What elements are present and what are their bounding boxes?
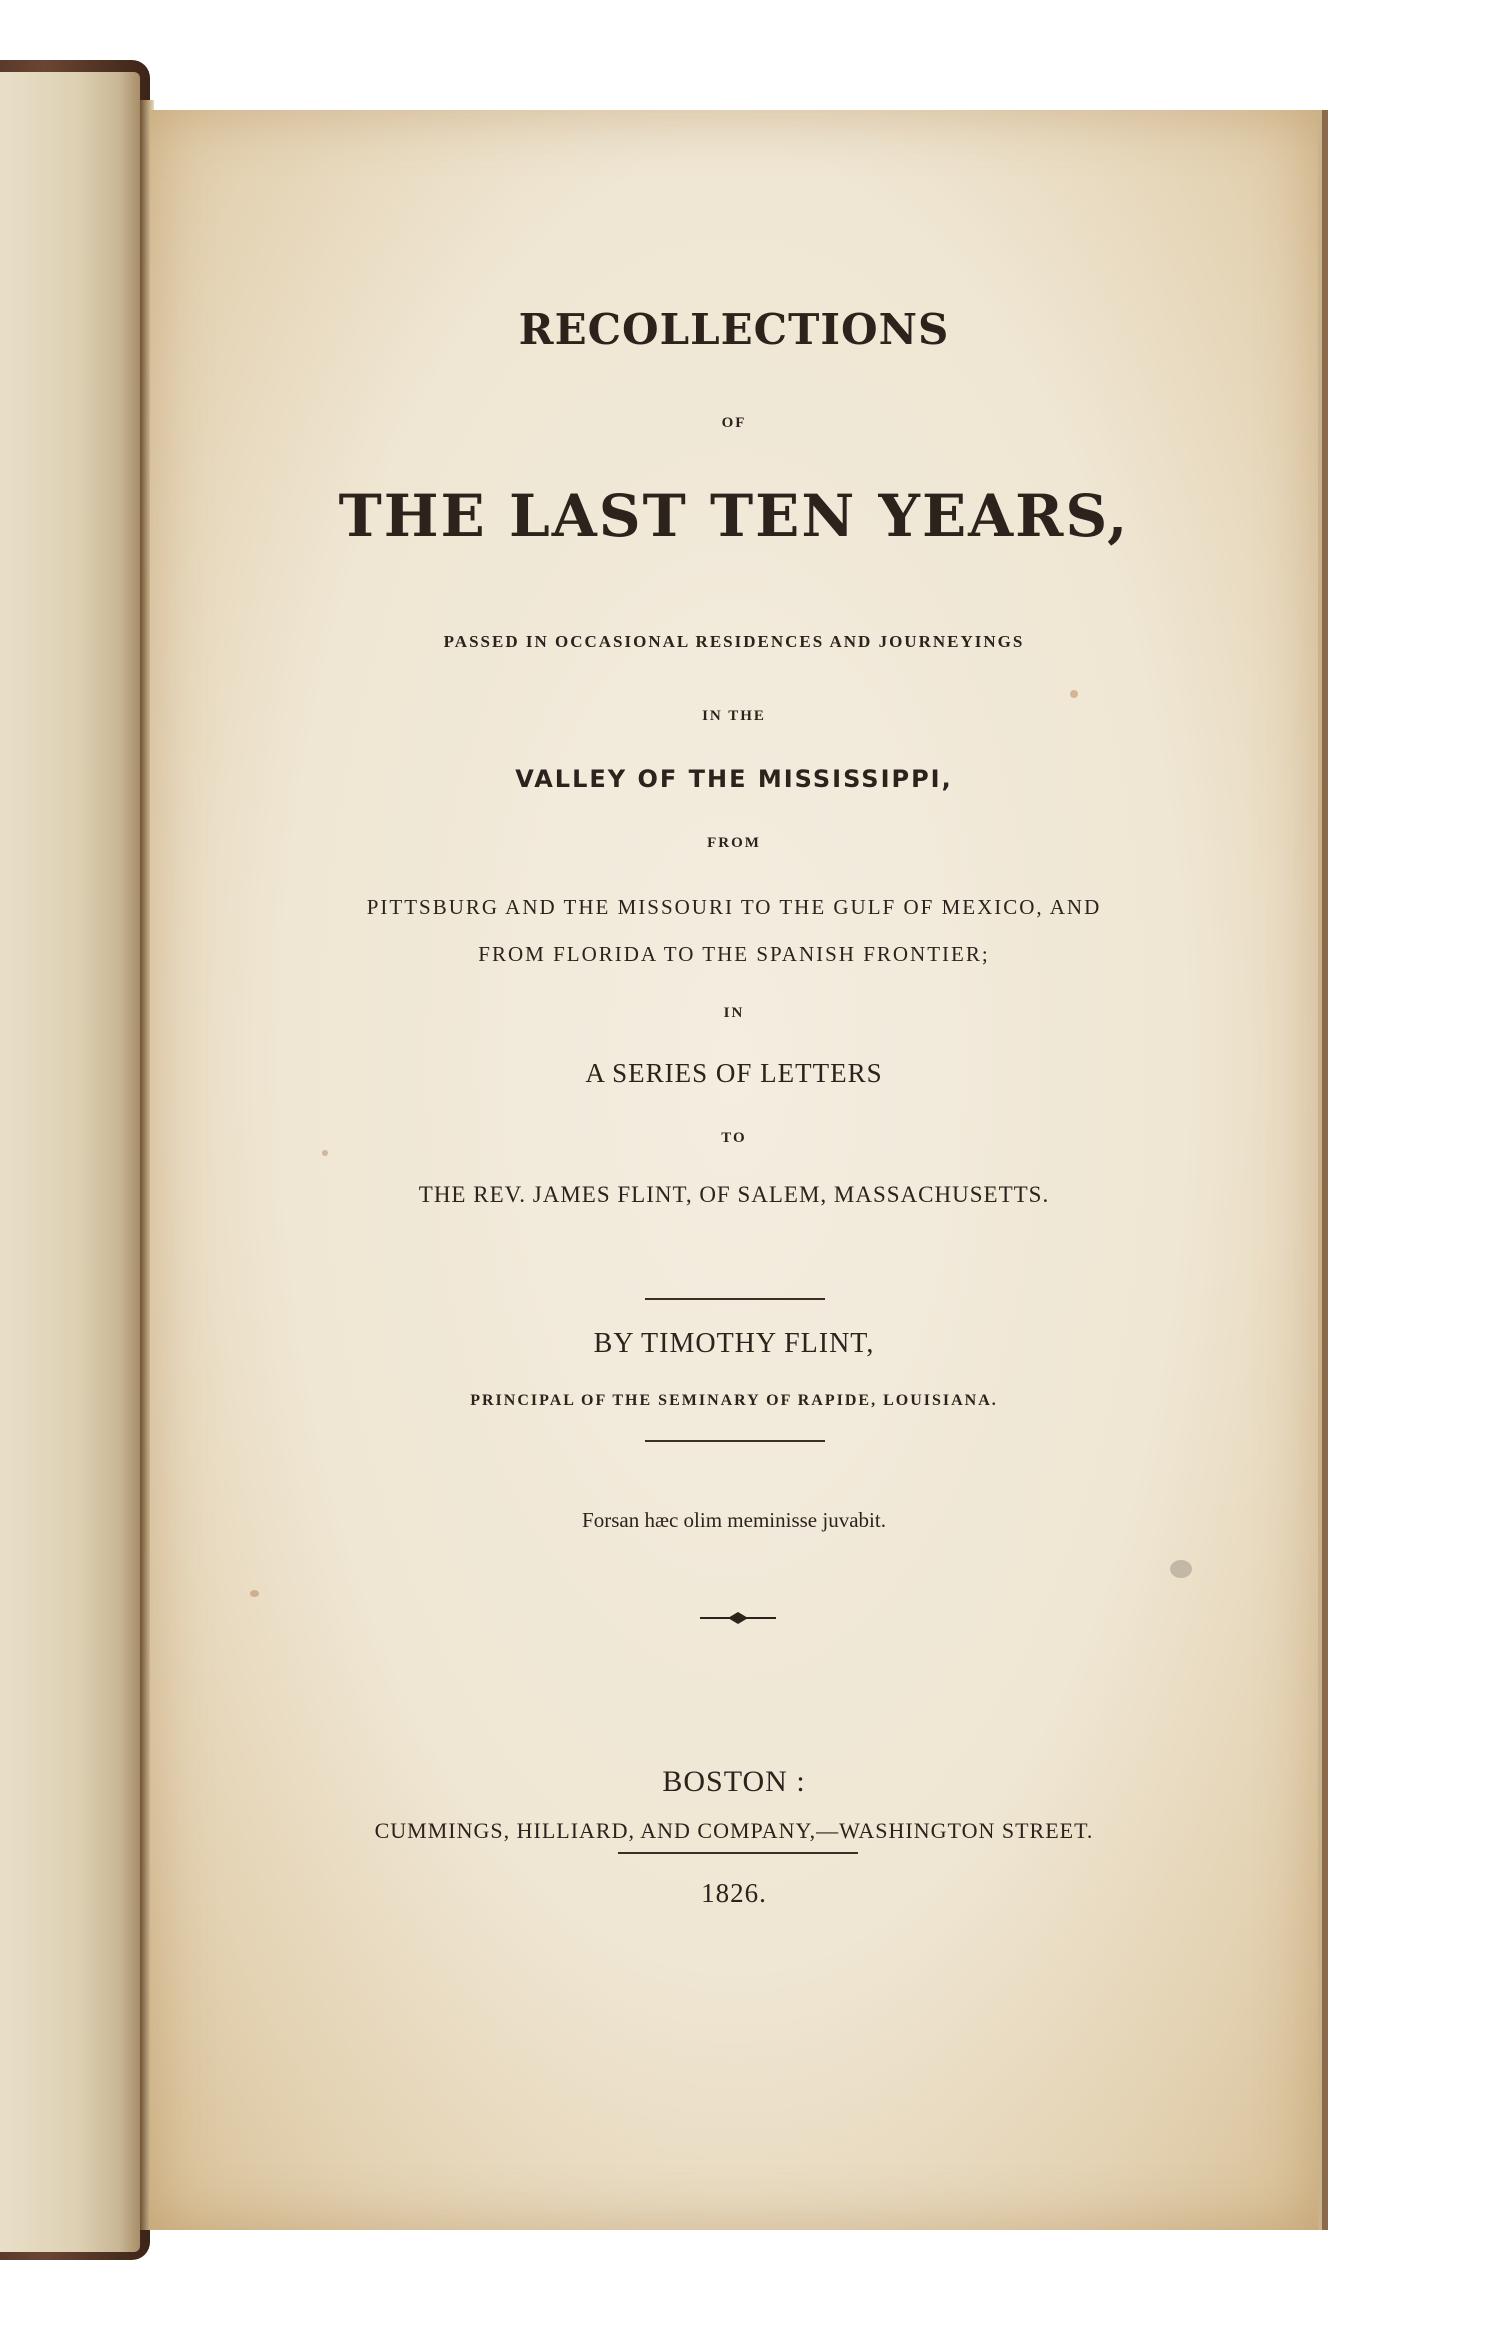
subtitle-in: IN [723, 1005, 745, 1021]
route-line-1: PITTSBURG AND THE MISSOURI TO THE GULF OF MEXICO, AND [366, 895, 1102, 919]
author-title: PRINCIPAL OF THE SEMINARY OF RAPIDE, LOUISIANA. [470, 1392, 998, 1409]
title-page [150, 110, 1318, 2230]
subtitle-in-the: IN THE [702, 708, 766, 724]
author-line: BY TIMOTHY FLINT, [593, 1328, 875, 1359]
page-edge [1318, 118, 1328, 2222]
latin-motto: Forsan hæc olim meminisse juvabit. [582, 1508, 886, 1532]
divider-rule [618, 1852, 858, 1854]
recipient-line: THE REV. JAMES FLINT, OF SALEM, MASSACHUSETTS. [418, 1182, 1050, 1207]
imprint-city: BOSTON : [662, 1765, 806, 1798]
imprint-publisher: CUMMINGS, HILLIARD, AND COMPANY,—WASHINGTON STREET. [374, 1818, 1094, 1843]
imprint-year: 1826. [701, 1878, 767, 1908]
divider-rule [645, 1440, 825, 1442]
subtitle-valley: VALLEY OF THE MISSISSIPPI, [515, 765, 953, 793]
subtitle-passed: PASSED IN OCCASIONAL RESIDENCES AND JOURNEYINGS [443, 632, 1025, 651]
subtitle-to: TO [721, 1130, 747, 1146]
route-line-2: FROM FLORIDA TO THE SPANISH FRONTIER; [478, 942, 990, 966]
divider-rule [645, 1298, 825, 1300]
left-page [0, 72, 140, 2252]
book-title: RECOLLECTIONS [518, 305, 950, 354]
series-line: A SERIES OF LETTERS [585, 1058, 883, 1088]
fleuron-ornament-icon [698, 1610, 778, 1626]
title-page-content [150, 110, 1318, 2230]
main-title: THE LAST TEN YEARS, [338, 482, 1130, 550]
title-connector-of: OF [721, 415, 747, 431]
subtitle-from: FROM [707, 835, 761, 851]
